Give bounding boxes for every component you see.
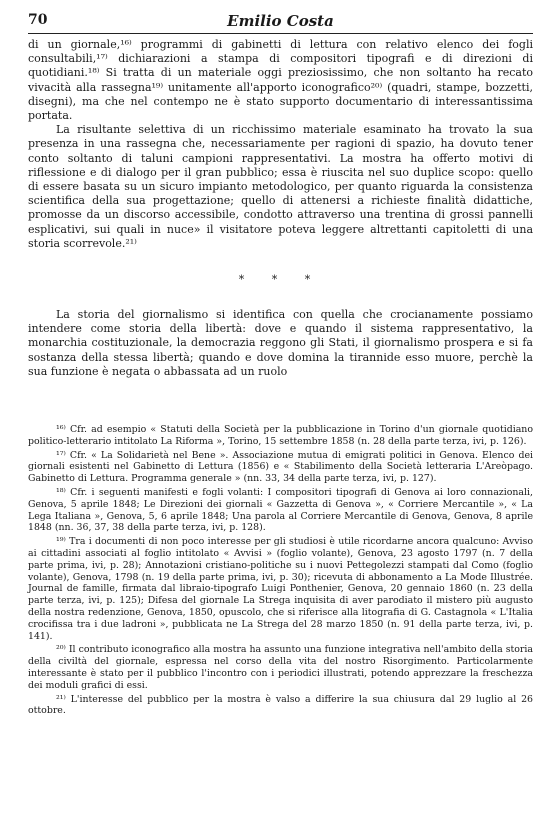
paragraph-3: La storia del giornalismo si identifica con quella che crocianamente possiamo intendere come storia della libertà: dove e quando il sistema rappresentativo, la monarchia costituzionale, la democrazia reggono gli Stati, il giornalismo prospera e si fa sostanza della stessa libertà; quando e dove domina la tirannide esso muore, perchè la sua funzione è negata o abbassata ad un ruolo (28, 308, 533, 378)
running-header (28, 12, 533, 32)
footnote-19: ¹⁹⁾ Tra i documenti di non poco interesse per gli studiosi è utile ricordarne ancora qualcuno: Avviso ai cittadini associati al foglio intitolato « Avvisi » (foglio volante), Genova, 23 agosto 1797 (n. 7 della parte prima, ivi, p. 28); Annotazioni cristiano-politiche su i nuovi Pettegolezzi stampati dal Como (foglio volante), Genova, 1798 (n. 19 della parte prima, ivi, p. 30); ricevuta di abbonamento a La Mode Illustrée. Journal de famille, firmata dal libraio-tipografo Luigi Ponthenier, Genova, 20 gennaio 1860 (n. 23 della parte terza, ivi, p. 125); Difesa del giornale La Strega inquisita di aver parodiato il mistero più augusto della nostra redenzione, Genova, 1850, opuscolo, che si riferisce alla litografia di G. Castagnola « L'Italia crocifissa tra i due ladroni », pubblicata ne La Strega del 28 marzo 1850 (n. 91 della parte terza, ivi, p. 141). (28, 536, 533, 642)
footnote-16: ¹⁶⁾ Cfr. ad esempio « Statuti della Società per la pubblicazione in Torino d'un giornale quotidiano politico-letterario intitolato La Riforma », Torino, 15 settembre 1858 (n. 28 della parte terza, ivi, p. 126). (28, 424, 533, 447)
footnotes (28, 424, 533, 719)
section-separator: * * * (238, 273, 323, 287)
footnote-17: ¹⁷⁾ Cfr. « La Solidarietà nel Bene ». Associazione mutua di emigrati politici in Genova. Elenco dei giornali esistenti nel Gabinetto di Lettura (1856) e « Stabilimento della Società letteraria L'Areòpago. Gabinetto di Lettura. Programma generale » (nn. 33, 34 della parte terza, ivi, p. 127). (28, 449, 533, 485)
header-rule (28, 33, 533, 34)
page-number: 70 (28, 12, 48, 28)
paragraph-2: La risultante selettiva di un ricchissimo materiale esaminato ha trovato la sua presenza in una rassegna che, necessariamente per ragioni di spazio, ha dovuto tener conto soltanto di taluni campioni rappresentativi. La mostra ha offerto motivi di riflessione e di dialogo per il gran pubblico; essa è riuscita nel suo duplice scopo: quello di essere basata su un sicuro impianto metodologico, per quanto riguarda la consistenza scientifica della sua progettazione; quello di attenersi a richieste finalità didattiche, promosse da un discorso accessibile, condotto attraverso una trentina di grossi pannelli esplicativi, sui quali in nuce» il visitatore poteva leggere altrettanti capitoletti di una storia scorrevole.²¹⁾ (28, 123, 533, 250)
paragraph-1: di un giornale,¹⁶⁾ programmi di gabinetti di lettura con relativo elenco dei fogli consultabili,¹⁷⁾ dichiarazioni a stampa di compositori tipografi e di direzioni di quotidiani.¹⁸⁾ Si tratta di un materiale oggi preziosissimo, che non soltanto ha recato vivacità alla rassegna¹⁹⁾ unitamente all'apporto iconografico²⁰⁾ (quadri, stampe, bozzetti, disegni), ma che nel contempo ne è stato supporto documentario di interessantissima portata. (28, 38, 533, 123)
footnote-18: ¹⁸⁾ Cfr. i seguenti manifesti e fogli volanti: I compositori tipografi di Genova ai loro connazionali, Genova, 5 aprile 1848; Le Direzioni dei giornali « Gazzetta di Genova », « Corriere Mercantile », « La Lega Italiana », Genova, 5, 6 aprile 1848; Una parola al Corriere Mercantile di Genova, Genova, 8 aprile 1848 (nn. 36, 37, 38 della parte terza, ivi, p. 128). (28, 486, 533, 534)
footnote-21: ²¹⁾ L'interesse del pubblico per la mostra è valso a differire la sua chiusura dal 29 luglio al 26 ottobre. (28, 693, 533, 717)
running-title: Emilio Costa (227, 12, 334, 30)
main-text (28, 38, 533, 379)
footnote-20: ²⁰⁾ Il contributo iconografico alla mostra ha assunto una funzione integrativa nell'ambito della storia della civiltà del giornale, espressa nel corso della vita del nostro Risorgimento. Particolarmente interessante è stato per il pubblico l'incontro con i periodici illustrati, potendo apprezzare la freschezza dei moduli grafici di essi. (28, 644, 533, 691)
